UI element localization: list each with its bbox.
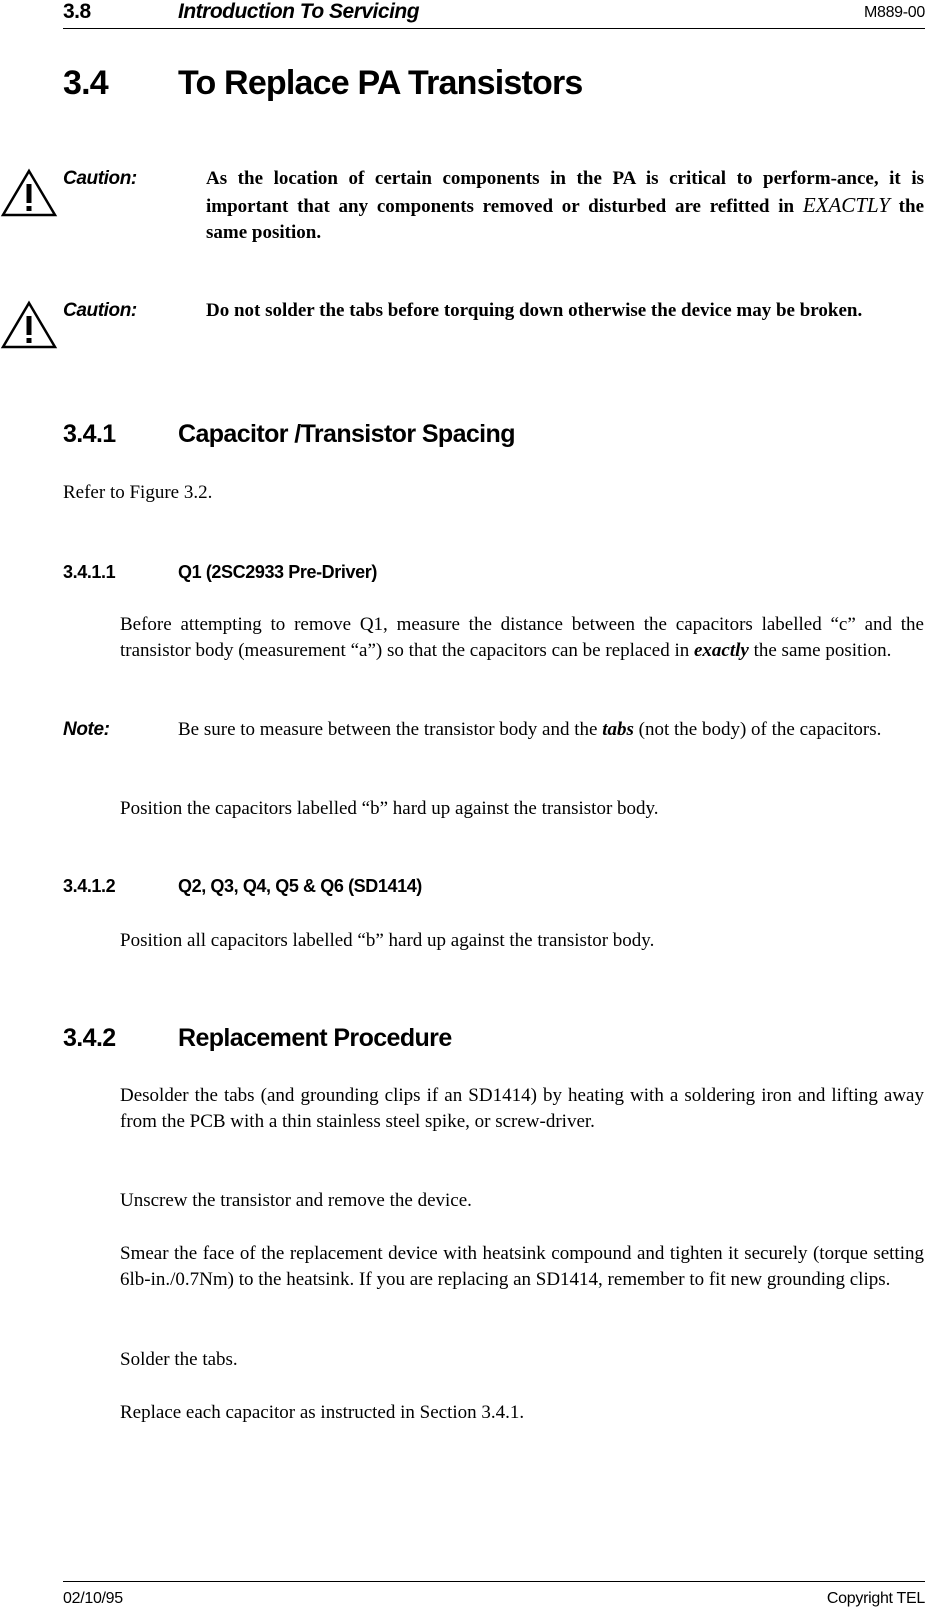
subsection-title: Capacitor /Transistor Spacing — [178, 420, 515, 448]
note-text: Be sure to measure between the transistor body and the tabs (not the body) of the capacitors. — [178, 719, 882, 740]
procedure-step: Smear the face of the replacement device with heatsink compound and tighten it securely (torque setting 6lb-in./0.7Nm) to the heatsink. If you are replacing an SD1414, remember to fit new grounding clips. — [120, 1243, 924, 1290]
section-title: To Replace PA Transistors — [178, 64, 583, 102]
header-chapter-title: Introduction To Servicing — [178, 0, 420, 23]
caution-text: As the location of certain components in the PA is critical to perform-ance, it is important that any components removed or disturbed are refitted in EXACTLY the same position. — [206, 168, 925, 243]
header-document-code: M889-00 — [863, 4, 925, 21]
subsection-number: 3.4.2 — [63, 1024, 116, 1052]
intro-paragraph: Refer to Figure 3.2. — [63, 482, 213, 503]
body-paragraph: Before attempting to remove Q1, measure the distance between the capacitors labelled “c” and the transistor body (measurement “a”) so that the capacitors can be replaced in exactly the same position. — [120, 614, 924, 661]
footer-rule — [63, 1581, 925, 1582]
caution-label: Caution: — [63, 168, 137, 189]
procedure-step: Desolder the tabs (and grounding clips if an SD1414) by heating with a soldering iron and lifting away from the PCB with a thin stainless steel spike, or screw-driver. — [120, 1085, 924, 1132]
warning-icon — [0, 168, 58, 218]
body-paragraph: Position all capacitors labelled “b” hard up against the transistor body. — [120, 930, 655, 951]
body-paragraph: Position the capacitors labelled “b” hard up against the transistor body. — [120, 798, 659, 819]
subsection-number: 3.4.1 — [63, 420, 116, 448]
emphasis-text: tabs — [602, 719, 634, 740]
footer-date: 02/10/95 — [63, 1590, 123, 1607]
warning-icon — [0, 300, 58, 350]
subsubsection-number: 3.4.1.2 — [63, 876, 116, 896]
subsection-title: Replacement Procedure — [178, 1024, 452, 1052]
subsubsection-title: Q1 (2SC2933 Pre-Driver) — [178, 562, 377, 582]
procedure-step: Replace each capacitor as instructed in Section 3.4.1. — [120, 1402, 525, 1423]
section-number: 3.4 — [63, 64, 108, 102]
caution-emphasis: EXACTLY — [802, 193, 890, 217]
header-section-number: 3.8 — [63, 0, 91, 23]
emphasis-text: exactly — [693, 640, 749, 661]
header-rule — [63, 28, 925, 29]
caution-text: Do not solder the tabs before torquing down otherwise the device may be broken. — [206, 300, 863, 321]
subsubsection-number: 3.4.1.1 — [63, 562, 116, 582]
procedure-step: Unscrew the transistor and remove the device. — [120, 1190, 472, 1211]
procedure-step: Solder the tabs. — [120, 1349, 238, 1370]
subsubsection-title: Q2, Q3, Q4, Q5 & Q6 (SD1414) — [178, 876, 422, 896]
footer-copyright: Copyright TEL — [826, 1590, 925, 1607]
caution-label: Caution: — [63, 300, 137, 321]
note-label: Note: — [63, 719, 110, 740]
